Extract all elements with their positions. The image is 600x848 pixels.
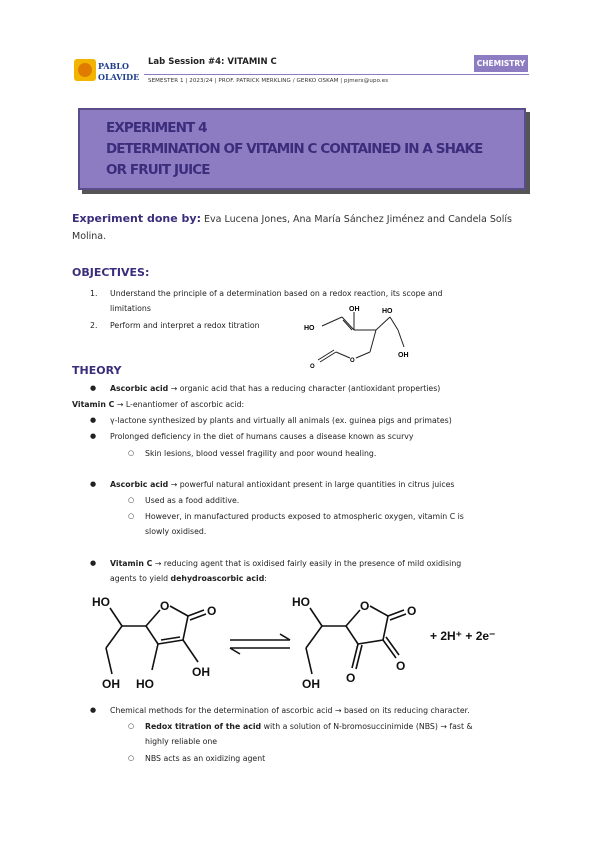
subject-tag: CHEMISTRY (474, 55, 528, 72)
theory-oxidation: However, in manufactured products exposed to atmospheric oxygen, vitamin C is (145, 512, 464, 521)
bullet-dot: ● (90, 706, 97, 714)
header-divider (144, 74, 529, 75)
bullet-dot: ● (90, 416, 97, 424)
left-o-carbonyl: O (207, 604, 217, 618)
theory-redox-titration (145, 719, 473, 734)
theory-lactone: γ-lactone synthesized by plants and virtually all animals (ex. guinea pigs and primates) (110, 416, 452, 425)
theory-ascorbic-acid (110, 381, 440, 396)
small-ho-top-right: HO (382, 308, 393, 315)
banner-line-2: DETERMINATION OF VITAMIN C CONTAINED IN A SHAKE (106, 141, 483, 157)
objective-1-text-cont: limitations (110, 304, 151, 313)
reaction-products: + 2H⁺ + 2e⁻ (430, 629, 496, 643)
vitamin-c-term: Vitamin C (72, 400, 115, 409)
authors-label: Experiment done by: (72, 212, 201, 225)
svg-text:PABLO: PABLO (98, 61, 129, 71)
experiment-banner (78, 108, 526, 190)
left-ho-top: HO (92, 595, 110, 609)
small-oh-top: OH (349, 306, 360, 313)
svg-text:OLAVIDE: OLAVIDE (98, 72, 140, 82)
right-oh-bottom: OH (302, 677, 320, 691)
theory-redox-titration-cont: highly reliable one (145, 737, 218, 746)
right-o-1: O (407, 604, 417, 618)
bullet-dot: ● (90, 432, 97, 440)
bullet-circle: ○ (128, 754, 135, 762)
dehydro-post: : (264, 574, 267, 583)
banner-line-1: EXPERIMENT 4 (106, 120, 207, 136)
authors-names-1: Eva Lucena Jones, Ana María Sánchez Jiménez and Candela Solís (204, 214, 512, 225)
left-ho-bottom: HO (136, 677, 154, 691)
theory-vitamin-c (72, 397, 244, 412)
ascorbic-acid-small-structure (298, 302, 424, 374)
banner-line-3: OR FRUIT JUICE (106, 162, 210, 178)
theory-dehydroascorbic (110, 571, 267, 586)
theory-scurvy-symptoms: Skin lesions, blood vessel fragility and poor wound healing. (145, 449, 377, 458)
dehydro-pre: agents to yield (110, 574, 171, 583)
objective-1-num: 1. (90, 289, 98, 298)
objectives-heading: OBJECTIVES: (72, 266, 150, 279)
theory-nbs-oxidizer: NBS acts as an oxidizing agent (145, 754, 266, 763)
experiment-authors (72, 210, 532, 245)
objective-2-text: Perform and interpret a redox titration (110, 321, 260, 330)
bullet-circle: ○ (128, 496, 135, 504)
theory-scurvy: Prolonged deficiency in the diet of humans causes a disease known as scurvy (110, 432, 414, 441)
right-o-ring: O (360, 599, 370, 613)
vitamin-c-desc: → L-enantiomer of ascorbic acid: (114, 400, 245, 409)
small-o-ring: O (350, 358, 355, 364)
bullet-dot: ● (90, 384, 97, 392)
authors-names-2: Molina. (72, 231, 107, 242)
bullet-circle: ○ (128, 722, 135, 730)
ascorbic-acid-term-2: Ascorbic acid (110, 480, 169, 489)
lab-session-title: Lab Session #4: VITAMIN C (148, 57, 277, 67)
university-logo (74, 55, 140, 85)
objective-1-text: Understand the principle of a determination based on a redox reaction, its scope and (110, 289, 443, 298)
theory-antioxidant (110, 477, 455, 492)
theory-food-additive: Used as a food additive. (145, 496, 240, 505)
ascorbic-acid-term: Ascorbic acid (110, 384, 169, 393)
oxidation-reaction-scheme (80, 590, 540, 695)
theory-heading: THEORY (72, 364, 122, 377)
small-ho-left: HO (304, 325, 315, 332)
reducing-agent-desc: → reducing agent that is oxidised fairly easily in the presence of mild oxidising (152, 559, 462, 568)
small-oh-bottom: OH (398, 352, 409, 359)
right-ho-top: HO (292, 595, 310, 609)
theory-reducing-agent (110, 556, 461, 571)
vitamin-c-term-2: Vitamin C (110, 559, 153, 568)
objective-2-num: 2. (90, 321, 98, 330)
dehydroascorbic-term: dehydroascorbic acid (170, 574, 265, 583)
antioxidant-desc: → powerful natural antioxidant present in large quantities in citrus juices (168, 480, 455, 489)
left-oh-bottom: OH (102, 677, 120, 691)
right-o-3: O (346, 671, 356, 685)
header-subtitle: SEMESTER 1 | 2023/24 | PROF. PATRICK MERKLING / GERKO OSKAM | pjmerx@upo.es (148, 78, 389, 84)
bullet-circle: ○ (128, 512, 135, 520)
left-o-ring: O (160, 599, 170, 613)
theory-oxidation-cont: slowly oxidised. (145, 527, 207, 536)
redox-titration-term: Redox titration of the acid (145, 722, 262, 731)
redox-titration-desc: with a solution of N-bromosuccinimide (NBS) → fast & (261, 722, 473, 731)
ascorbic-acid-desc: → organic acid that has a reducing character (antioxidant properties) (168, 384, 441, 393)
bullet-circle: ○ (128, 449, 135, 457)
left-oh-right: OH (192, 665, 210, 679)
right-o-2: O (396, 659, 406, 673)
theory-chemical-methods: Chemical methods for the determination of ascorbic acid → based on its reducing character. (110, 706, 470, 715)
logo-graphic (74, 55, 140, 85)
bullet-dot: ● (90, 559, 97, 567)
bullet-dot: ● (90, 480, 97, 488)
small-o-carbonyl: O (310, 364, 315, 370)
